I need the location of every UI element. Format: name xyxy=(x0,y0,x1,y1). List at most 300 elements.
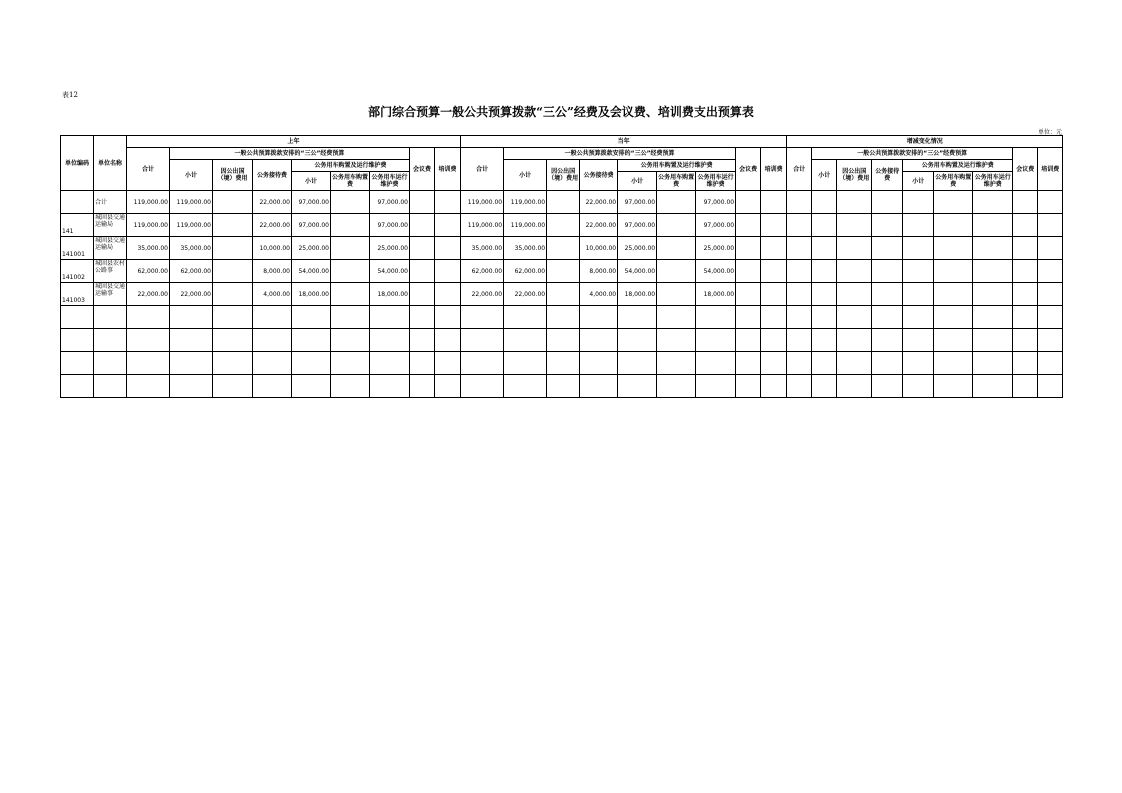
cell-p-sub: 119,000.00 xyxy=(170,214,213,237)
cell-p-v-purchase xyxy=(331,283,370,306)
cell-unit-name-wrap xyxy=(94,260,127,283)
cell-p-v-purchase xyxy=(331,329,370,352)
cell-c-sub xyxy=(504,375,547,398)
cell-change xyxy=(837,237,872,260)
cell-c-v-op xyxy=(696,352,736,375)
cell-c-v-purchase xyxy=(657,283,696,306)
header-change-meeting: 会议费 xyxy=(1013,148,1038,191)
cell-c-v-purchase xyxy=(657,306,696,329)
cell-change xyxy=(903,306,934,329)
header-prev-year: 上年 xyxy=(127,136,461,148)
cell-c-v-sub: 54,000.00 xyxy=(618,260,657,283)
cell-unit-name xyxy=(95,375,125,396)
table-row xyxy=(61,375,1063,398)
cell-c-v-op: 97,000.00 xyxy=(696,191,736,214)
header-prev-meeting: 会议费 xyxy=(410,148,435,191)
cell-c-training xyxy=(761,375,787,398)
cell-change xyxy=(1013,260,1038,283)
cell-change xyxy=(903,237,934,260)
cell-change xyxy=(934,237,973,260)
cell-change xyxy=(973,214,1013,237)
cell-c-v-sub: 97,000.00 xyxy=(618,191,657,214)
cell-change xyxy=(787,260,812,283)
cell-p-abroad xyxy=(213,329,253,352)
cell-change xyxy=(837,306,872,329)
cell-change xyxy=(812,237,837,260)
cell-p-v-op: 18,000.00 xyxy=(370,283,410,306)
cell-p-sub: 22,000.00 xyxy=(170,283,213,306)
header-curr-vehicle-subtotal: 小计 xyxy=(618,172,657,191)
cell-c-v-sub: 18,000.00 xyxy=(618,283,657,306)
cell-unit-code xyxy=(61,375,94,398)
cell-change xyxy=(934,214,973,237)
cell-change xyxy=(872,306,903,329)
cell-c-sub xyxy=(504,329,547,352)
cell-change xyxy=(973,283,1013,306)
cell-c-abroad xyxy=(547,329,580,352)
cell-p-training xyxy=(435,329,461,352)
cell-change xyxy=(973,329,1013,352)
cell-p-meeting xyxy=(410,352,435,375)
table-body xyxy=(61,191,1063,398)
cell-c-total xyxy=(461,375,504,398)
cell-unit-name xyxy=(95,329,125,350)
cell-change xyxy=(787,352,812,375)
cell-p-total: 119,000.00 xyxy=(127,191,170,214)
cell-c-total: 22,000.00 xyxy=(461,283,504,306)
cell-change xyxy=(837,352,872,375)
cell-unit-name-wrap xyxy=(94,214,127,237)
cell-unit-name-wrap xyxy=(94,306,127,329)
cell-change xyxy=(812,352,837,375)
table-row xyxy=(61,306,1063,329)
cell-c-meeting xyxy=(736,260,761,283)
header-prev-abroad: 因公出国（境）费用 xyxy=(213,160,253,191)
header-change-three-public: 一般公共预算拨款安排的“三公”经费预算 xyxy=(812,148,1013,160)
cell-p-training xyxy=(435,237,461,260)
cell-change xyxy=(872,329,903,352)
cell-p-v-sub: 18,000.00 xyxy=(292,283,331,306)
header-curr-three-public: 一般公共预算拨款安排的“三公”经费预算 xyxy=(504,148,736,160)
cell-change xyxy=(903,329,934,352)
cell-c-meeting xyxy=(736,214,761,237)
cell-change xyxy=(872,283,903,306)
cell-unit-name-wrap xyxy=(94,283,127,306)
cell-c-sub xyxy=(504,352,547,375)
cell-p-training xyxy=(435,214,461,237)
cell-change xyxy=(812,283,837,306)
cell-c-v-purchase xyxy=(657,191,696,214)
cell-c-abroad xyxy=(547,306,580,329)
table-row xyxy=(61,329,1063,352)
header-change-vehicle-subtotal: 小计 xyxy=(903,172,934,191)
cell-p-sub: 35,000.00 xyxy=(170,237,213,260)
cell-p-training xyxy=(435,306,461,329)
cell-change xyxy=(812,191,837,214)
cell-p-meeting xyxy=(410,260,435,283)
cell-unit-name xyxy=(95,306,125,327)
cell-c-v-op: 97,000.00 xyxy=(696,214,736,237)
cell-c-sub: 22,000.00 xyxy=(504,283,547,306)
cell-change xyxy=(934,283,973,306)
cell-c-v-purchase xyxy=(657,260,696,283)
cell-c-total: 62,000.00 xyxy=(461,260,504,283)
cell-change xyxy=(1013,283,1038,306)
cell-p-total: 35,000.00 xyxy=(127,237,170,260)
header-curr-vehicle-purchase: 公务用车购置费 xyxy=(657,172,696,191)
cell-c-reception xyxy=(580,306,618,329)
budget-table xyxy=(60,135,1063,398)
cell-p-v-purchase xyxy=(331,375,370,398)
cell-unit-name: 合计 xyxy=(95,198,108,206)
cell-c-total xyxy=(461,352,504,375)
cell-p-training xyxy=(435,375,461,398)
cell-p-total xyxy=(127,375,170,398)
cell-p-reception: 22,000.00 xyxy=(253,191,292,214)
cell-change xyxy=(837,329,872,352)
cell-unit-code: 141 xyxy=(61,214,94,237)
cell-c-training xyxy=(761,329,787,352)
cell-unit-code: 141003 xyxy=(61,283,94,306)
cell-c-abroad xyxy=(547,191,580,214)
header-curr-vehicle: 公务用车购置及运行维护费 xyxy=(618,160,736,172)
cell-p-total: 62,000.00 xyxy=(127,260,170,283)
cell-change xyxy=(903,352,934,375)
cell-p-v-sub: 54,000.00 xyxy=(292,260,331,283)
cell-p-meeting xyxy=(410,306,435,329)
cell-change xyxy=(787,237,812,260)
header-curr-total: 合计 xyxy=(461,148,504,191)
table-row xyxy=(61,237,1063,260)
cell-change xyxy=(1038,260,1063,283)
header-prev-training: 培训费 xyxy=(435,148,461,191)
cell-p-v-op: 97,000.00 xyxy=(370,191,410,214)
cell-p-sub: 62,000.00 xyxy=(170,260,213,283)
cell-p-v-op: 97,000.00 xyxy=(370,214,410,237)
cell-p-v-op xyxy=(370,306,410,329)
table-row xyxy=(61,191,1063,214)
cell-change xyxy=(787,214,812,237)
cell-p-meeting xyxy=(410,283,435,306)
cell-p-sub xyxy=(170,306,213,329)
cell-p-training xyxy=(435,283,461,306)
cell-p-sub: 119,000.00 xyxy=(170,191,213,214)
cell-change xyxy=(973,306,1013,329)
cell-c-meeting xyxy=(736,329,761,352)
cell-change xyxy=(1013,352,1038,375)
cell-p-sub xyxy=(170,375,213,398)
cell-unit-name: 城固县交通运输局 xyxy=(95,214,125,228)
cell-c-v-op: 25,000.00 xyxy=(696,237,736,260)
cell-c-v-purchase xyxy=(657,329,696,352)
cell-c-total xyxy=(461,306,504,329)
header-unit-code: 单位编码 xyxy=(61,136,94,191)
cell-p-v-purchase xyxy=(331,352,370,375)
header-prev-three-public: 一般公共预算拨款安排的“三公”经费预算 xyxy=(170,148,410,160)
cell-unit-code xyxy=(61,352,94,375)
cell-c-v-purchase xyxy=(657,352,696,375)
cell-change xyxy=(787,283,812,306)
cell-change xyxy=(973,260,1013,283)
cell-p-sub xyxy=(170,329,213,352)
cell-p-total xyxy=(127,329,170,352)
cell-p-v-sub xyxy=(292,352,331,375)
cell-unit-name: 城固县交通运输事 xyxy=(95,283,125,297)
cell-c-total xyxy=(461,329,504,352)
cell-unit-code xyxy=(61,191,94,214)
cell-change xyxy=(903,283,934,306)
cell-change xyxy=(837,375,872,398)
cell-change xyxy=(1038,375,1063,398)
cell-change xyxy=(1013,306,1038,329)
header-change-subtotal: 小计 xyxy=(812,160,837,191)
cell-c-meeting xyxy=(736,191,761,214)
cell-change xyxy=(973,191,1013,214)
cell-change xyxy=(903,191,934,214)
cell-p-reception xyxy=(253,375,292,398)
cell-c-meeting xyxy=(736,306,761,329)
cell-p-abroad xyxy=(213,375,253,398)
table-row xyxy=(61,283,1063,306)
cell-c-abroad xyxy=(547,375,580,398)
cell-c-reception: 22,000.00 xyxy=(580,214,618,237)
cell-change xyxy=(1013,237,1038,260)
header-curr-year: 当年 xyxy=(461,136,787,148)
cell-c-abroad xyxy=(547,214,580,237)
cell-p-meeting xyxy=(410,191,435,214)
cell-change xyxy=(1038,283,1063,306)
cell-c-abroad xyxy=(547,283,580,306)
cell-c-total: 119,000.00 xyxy=(461,214,504,237)
cell-p-v-purchase xyxy=(331,260,370,283)
header-change-reception: 公务接待费 xyxy=(872,160,903,191)
cell-c-v-sub: 97,000.00 xyxy=(618,214,657,237)
header-change-training: 培训费 xyxy=(1038,148,1063,191)
cell-unit-name: 城固县农村公路事 xyxy=(95,260,125,274)
cell-c-training xyxy=(761,237,787,260)
cell-change xyxy=(903,375,934,398)
cell-c-training xyxy=(761,214,787,237)
cell-c-v-purchase xyxy=(657,375,696,398)
cell-c-meeting xyxy=(736,237,761,260)
header-change-abroad: 因公出国（境）费用 xyxy=(837,160,872,191)
header-prev-vehicle-purchase: 公务用车购置费 xyxy=(331,172,370,191)
cell-p-v-sub xyxy=(292,329,331,352)
cell-p-abroad xyxy=(213,237,253,260)
header-prev-vehicle: 公务用车购置及运行维护费 xyxy=(292,160,410,172)
cell-change xyxy=(934,329,973,352)
cell-change xyxy=(872,191,903,214)
cell-p-v-purchase xyxy=(331,306,370,329)
cell-p-reception: 22,000.00 xyxy=(253,214,292,237)
cell-c-v-sub xyxy=(618,375,657,398)
cell-change xyxy=(1013,214,1038,237)
cell-change xyxy=(787,306,812,329)
cell-change xyxy=(903,260,934,283)
cell-change xyxy=(872,214,903,237)
cell-p-reception xyxy=(253,329,292,352)
header-curr-reception: 公务接待费 xyxy=(580,160,618,191)
header-prev-vehicle-operation: 公务用车运行维护费 xyxy=(370,172,410,191)
cell-c-total: 119,000.00 xyxy=(461,191,504,214)
cell-c-training xyxy=(761,260,787,283)
cell-c-reception: 4,000.00 xyxy=(580,283,618,306)
cell-unit-code xyxy=(61,329,94,352)
cell-p-v-op: 25,000.00 xyxy=(370,237,410,260)
cell-change xyxy=(872,375,903,398)
cell-p-v-sub: 25,000.00 xyxy=(292,237,331,260)
cell-unit-name: 城固县交通运输局 xyxy=(95,237,125,251)
cell-c-v-purchase xyxy=(657,237,696,260)
cell-p-abroad xyxy=(213,283,253,306)
cell-change xyxy=(934,191,973,214)
cell-p-training xyxy=(435,352,461,375)
cell-c-abroad xyxy=(547,237,580,260)
cell-c-training xyxy=(761,191,787,214)
cell-change xyxy=(837,214,872,237)
cell-change xyxy=(934,260,973,283)
cell-p-reception xyxy=(253,352,292,375)
cell-p-sub xyxy=(170,352,213,375)
cell-p-v-op xyxy=(370,375,410,398)
cell-p-v-op: 54,000.00 xyxy=(370,260,410,283)
header-prev-subtotal: 小计 xyxy=(170,160,213,191)
cell-unit-name-wrap xyxy=(94,329,127,352)
cell-c-reception: 22,000.00 xyxy=(580,191,618,214)
cell-p-v-purchase xyxy=(331,191,370,214)
cell-unit-code xyxy=(61,306,94,329)
header-curr-vehicle-operation: 公务用车运行维护费 xyxy=(696,172,736,191)
cell-p-v-purchase xyxy=(331,237,370,260)
cell-change xyxy=(1013,329,1038,352)
cell-c-meeting xyxy=(736,283,761,306)
cell-c-v-op xyxy=(696,329,736,352)
cell-change xyxy=(787,329,812,352)
header-change-total: 合计 xyxy=(787,148,812,191)
cell-p-total: 119,000.00 xyxy=(127,214,170,237)
cell-unit-name xyxy=(95,352,125,373)
cell-c-v-sub: 25,000.00 xyxy=(618,237,657,260)
cell-change xyxy=(934,375,973,398)
cell-c-reception xyxy=(580,329,618,352)
header-change-vehicle: 公务用车购置及运行维护费 xyxy=(903,160,1013,172)
cell-p-meeting xyxy=(410,214,435,237)
cell-p-reception: 4,000.00 xyxy=(253,283,292,306)
cell-change xyxy=(837,260,872,283)
cell-c-v-op xyxy=(696,375,736,398)
header-change-vehicle-operation: 公务用车运行维护费 xyxy=(973,172,1013,191)
cell-p-meeting xyxy=(410,237,435,260)
cell-change xyxy=(837,283,872,306)
cell-p-training xyxy=(435,260,461,283)
cell-c-v-purchase xyxy=(657,214,696,237)
cell-change xyxy=(973,237,1013,260)
cell-p-abroad xyxy=(213,260,253,283)
cell-p-reception xyxy=(253,306,292,329)
cell-c-reception xyxy=(580,352,618,375)
cell-c-sub: 119,000.00 xyxy=(504,191,547,214)
cell-change xyxy=(1038,191,1063,214)
cell-p-reception: 10,000.00 xyxy=(253,237,292,260)
cell-p-v-sub: 97,000.00 xyxy=(292,214,331,237)
cell-change xyxy=(1013,375,1038,398)
cell-c-total: 35,000.00 xyxy=(461,237,504,260)
cell-c-v-op: 18,000.00 xyxy=(696,283,736,306)
cell-change xyxy=(1038,237,1063,260)
cell-c-meeting xyxy=(736,352,761,375)
cell-c-v-sub xyxy=(618,306,657,329)
cell-c-abroad xyxy=(547,352,580,375)
cell-p-v-op xyxy=(370,329,410,352)
cell-change xyxy=(872,352,903,375)
cell-p-total xyxy=(127,352,170,375)
header-change-vehicle-purchase: 公务用车购置费 xyxy=(934,172,973,191)
cell-change xyxy=(934,352,973,375)
cell-c-sub: 35,000.00 xyxy=(504,237,547,260)
cell-change xyxy=(934,306,973,329)
header-curr-meeting: 会议费 xyxy=(736,148,761,191)
table-number: 表12 xyxy=(62,91,78,99)
cell-p-v-purchase xyxy=(331,214,370,237)
cell-c-reception xyxy=(580,375,618,398)
cell-p-abroad xyxy=(213,191,253,214)
cell-c-reception: 10,000.00 xyxy=(580,237,618,260)
cell-p-abroad xyxy=(213,306,253,329)
cell-change xyxy=(1038,214,1063,237)
cell-change xyxy=(1038,329,1063,352)
cell-p-meeting xyxy=(410,329,435,352)
cell-c-reception: 8,000.00 xyxy=(580,260,618,283)
cell-unit-name-wrap xyxy=(94,352,127,375)
table-row xyxy=(61,352,1063,375)
cell-change xyxy=(872,260,903,283)
cell-c-v-sub xyxy=(618,352,657,375)
cell-change xyxy=(1038,352,1063,375)
cell-change xyxy=(787,191,812,214)
cell-c-training xyxy=(761,352,787,375)
cell-unit-code: 141002 xyxy=(61,260,94,283)
cell-unit-name-wrap xyxy=(94,191,127,214)
table-row xyxy=(61,260,1063,283)
cell-c-training xyxy=(761,283,787,306)
header-prev-vehicle-subtotal: 小计 xyxy=(292,172,331,191)
cell-change xyxy=(973,352,1013,375)
cell-c-training xyxy=(761,306,787,329)
cell-change xyxy=(812,329,837,352)
cell-c-v-op xyxy=(696,306,736,329)
cell-c-v-sub xyxy=(618,329,657,352)
cell-c-sub xyxy=(504,306,547,329)
cell-change xyxy=(903,214,934,237)
cell-change xyxy=(1038,306,1063,329)
header-prev-reception: 公务接待费 xyxy=(253,160,292,191)
cell-unit-code: 141001 xyxy=(61,237,94,260)
cell-p-total: 22,000.00 xyxy=(127,283,170,306)
header-unit-name: 单位名称 xyxy=(94,136,127,191)
cell-c-sub: 119,000.00 xyxy=(504,214,547,237)
cell-unit-name-wrap xyxy=(94,375,127,398)
cell-p-v-sub: 97,000.00 xyxy=(292,191,331,214)
cell-p-abroad xyxy=(213,214,253,237)
cell-c-abroad xyxy=(547,260,580,283)
cell-change xyxy=(812,375,837,398)
cell-change xyxy=(787,375,812,398)
cell-p-v-sub xyxy=(292,306,331,329)
cell-change xyxy=(1013,191,1038,214)
cell-p-meeting xyxy=(410,375,435,398)
cell-c-sub: 62,000.00 xyxy=(504,260,547,283)
header-prev-total: 合计 xyxy=(127,148,170,191)
